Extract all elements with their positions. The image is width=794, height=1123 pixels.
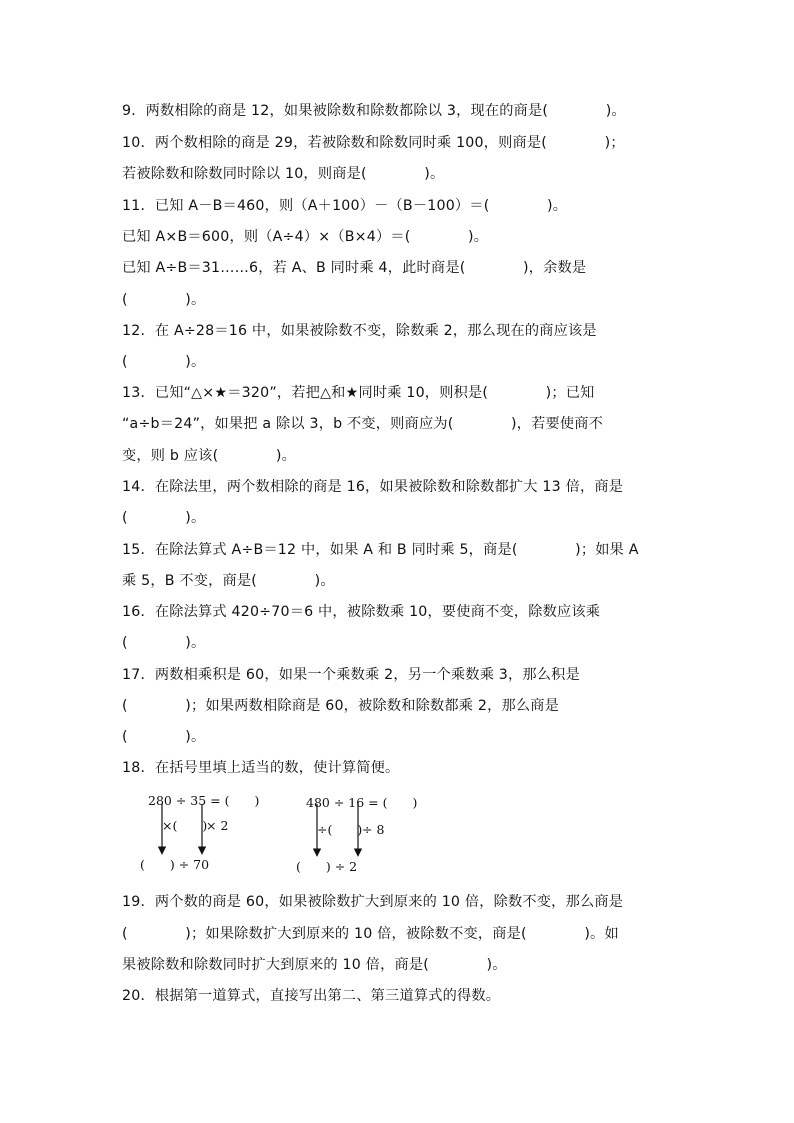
q14-line-1: 14．在除法里，两个数相除的商是 16，如果被除数和除数都扩大 13 倍，商是 bbox=[122, 479, 624, 495]
q11-line-1: 11．已知 A－B＝460，则（A＋100）－（B－100）＝( )。 bbox=[122, 198, 568, 214]
left-mid-right-label: × 2 bbox=[206, 818, 229, 833]
left-mid-left-label: ×( ) bbox=[162, 818, 208, 833]
q10-line-1: 10．两个数相除的商是 29，若被除数和除数同时乘 100，则商是( )； bbox=[122, 135, 625, 151]
q10-line-2: 若被除数和除数同时除以 10，则商是( )。 bbox=[122, 166, 445, 182]
q12-line-1: 12．在 A÷28＝16 中，如果被除数不变，除数乘 2，那么现在的商应该是 bbox=[122, 323, 597, 339]
q12-line-2: ( )。 bbox=[122, 354, 206, 370]
q19-line-2: ( )；如果除数扩大到原来的 10 倍，被除数不变，商是( )。如 bbox=[122, 926, 619, 942]
q20-line: 20．根据第一道算式，直接写出第二、第三道算式的得数。 bbox=[122, 988, 501, 1004]
q11-line-4: ( )。 bbox=[122, 292, 206, 308]
q11-line-3: 已知 A÷B＝31……6，若 A、B 同时乘 4，此时商是( )，余数是 bbox=[122, 260, 587, 276]
q13-line-3: 变，则 b 应该( )。 bbox=[122, 448, 296, 464]
q15-line-1: 15．在除法算式 A÷B＝12 中，如果 A 和 B 同时乘 5，商是( )；如果 A bbox=[122, 542, 639, 558]
q19-line-3: 果被除数和除数同时扩大到原来的 10 倍，商是( )。 bbox=[122, 957, 507, 973]
right-top-expression: 480 ÷ 16 = ( ) bbox=[306, 795, 418, 810]
q14-line-2: ( )。 bbox=[122, 510, 206, 526]
q17-line-3: ( )。 bbox=[122, 729, 206, 745]
q17-line-1: 17．两数相乘积是 60，如果一个乘数乘 2，另一个乘数乘 3，那么积是 bbox=[122, 667, 580, 683]
q13-line-1: 13．已知“△×★＝320”，若把△和★同时乘 10，则积是( )；已知 bbox=[122, 385, 595, 401]
q16-line-1: 16．在除法算式 420÷70＝6 中，被除数乘 10，要使商不变，除数应该乘 bbox=[122, 604, 601, 620]
q18-line: 18．在括号里填上适当的数，使计算简便。 bbox=[122, 760, 400, 776]
right-mid-left-label: ÷( ) bbox=[317, 822, 363, 837]
left-top-expression: 280 ÷ 35 = ( ) bbox=[148, 793, 260, 808]
q9-line: 9．两数相除的商是 12，如果被除数和除数都除以 3，现在的商是( )。 bbox=[122, 103, 626, 119]
q17-line-2: ( )；如果两数相除商是 60，被除数和除数都乘 2，那么商是 bbox=[122, 698, 560, 714]
q13-line-2: “a÷b＝24”，如果把 a 除以 3，b 不变，则商应为( )，若要使商不 bbox=[122, 416, 604, 432]
q11-line-2: 已知 A×B＝600，则（A÷4）×（B×4）＝( )。 bbox=[122, 229, 489, 245]
right-mid-right-label: ÷ 8 bbox=[362, 822, 385, 837]
q18-diagram bbox=[140, 786, 460, 882]
q16-line-2: ( )。 bbox=[122, 635, 206, 651]
left-bottom-expression: ( ) ÷ 70 bbox=[140, 857, 210, 872]
q15-line-2: 乘 5，B 不变，商是( )。 bbox=[122, 573, 335, 589]
q19-line-1: 19．两个数的商是 60，如果被除数扩大到原来的 10 倍，除数不变，那么商是 bbox=[122, 894, 624, 910]
right-bottom-expression: ( ) ÷ 2 bbox=[296, 859, 358, 874]
